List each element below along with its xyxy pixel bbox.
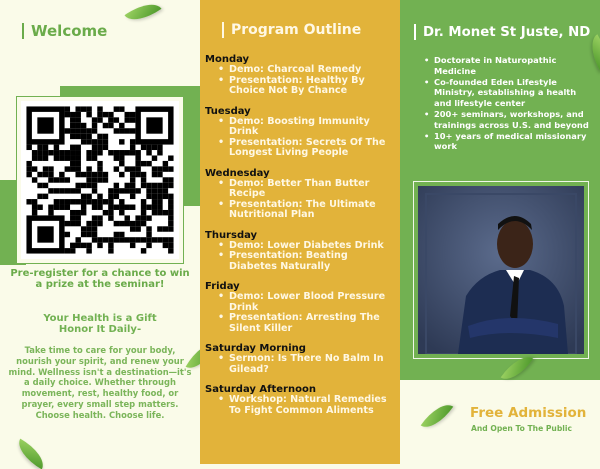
schedule-day: [205, 281, 397, 334]
schedule-day: [205, 384, 397, 416]
bio-list: [400, 55, 596, 152]
speaker-heading: [414, 24, 590, 40]
session-item: • Workshop: Natural Remedies To Fight Common Aliments: [205, 395, 397, 416]
wellness-paragraph: Take time to care for your body, nourish your spirit, and renew your mind. Wellness isn't a destination—it's a daily choice. Whether through movement, rest, healthy food, or prayer, every small step matters. Choose health. Choose life.: [8, 345, 192, 420]
bio-item: • Co-founded Eden Lifestyle Ministry, establishing a health and lifestyle center: [400, 77, 596, 109]
session-list: [205, 241, 397, 273]
day-label: Monday: [205, 54, 250, 65]
schedule-day: [205, 168, 397, 221]
day-label: Saturday Afternoon: [205, 384, 316, 395]
speaker-name: Dr. Monet St Juste, ND: [423, 24, 591, 40]
welcome-panel: [0, 0, 200, 464]
speaker-panel: [400, 0, 600, 464]
program-panel: [200, 0, 400, 464]
session-list: [205, 354, 397, 375]
day-label: Wednesday: [205, 167, 270, 179]
day-label: Friday: [205, 281, 240, 292]
photo-frame: [413, 181, 589, 359]
day-label: Thursday: [205, 229, 258, 241]
schedule-day: [205, 54, 397, 97]
session-item: • Demo: Better Than Butter Recipe: [205, 179, 397, 200]
portrait-photo-icon: [418, 186, 584, 354]
schedule-day: [205, 106, 397, 159]
session-list: [205, 395, 397, 416]
session-list: [205, 65, 397, 97]
schedule-day: [205, 230, 397, 273]
schedule: [205, 54, 397, 416]
welcome-heading: [22, 22, 107, 40]
session-item: • Sermon: Is There No Balm In Gilead?: [205, 354, 397, 375]
session-item: • Presentation: Beating Diabetes Naturally: [205, 251, 397, 272]
session-item: • Demo: Boosting Immunity Drink: [205, 117, 397, 138]
tagline: [10, 313, 190, 335]
admission-subtitle: And Open To The Public: [471, 424, 572, 433]
heading-bar: [414, 24, 416, 40]
session-item: • Presentation: Arresting The Silent Killer: [205, 313, 397, 334]
schedule-day: [205, 343, 397, 375]
tagline-line-1: Your Health is a Gift: [43, 313, 157, 324]
program-heading: [222, 22, 361, 38]
session-item: • Demo: Lower Blood Pressure Drink: [205, 292, 397, 313]
session-item: • Demo: Charcoal Remedy: [205, 65, 397, 76]
bio-item: • Doctorate in Naturopathic Medicine: [400, 55, 596, 77]
heading-bar: [22, 23, 24, 39]
tagline-line-2: Honor It Daily-: [58, 324, 142, 335]
welcome-title: Welcome: [31, 22, 108, 40]
session-item: • Presentation: Healthy By Choice Not By Chance: [205, 76, 397, 97]
session-list: [205, 117, 397, 159]
leaf-icon: [12, 439, 49, 469]
leaf-icon: [124, 0, 161, 28]
session-list: [205, 179, 397, 221]
bio-item: • 10+ years of medical missionary work: [400, 131, 596, 153]
session-item: • Presentation: The Ultimate Nutritional Plan: [205, 200, 397, 221]
heading-bar: [222, 22, 224, 38]
leaf-icon: [421, 397, 454, 434]
free-admission-title: Free Admission: [470, 405, 587, 421]
session-list: [205, 292, 397, 334]
qr-frame: [16, 96, 184, 264]
preregister-text: Pre-register for a chance to win a prize at the seminar!: [10, 268, 190, 290]
session-item: • Demo: Lower Diabetes Drink: [205, 241, 397, 252]
program-title: Program Outline: [231, 22, 362, 38]
day-label: Tuesday: [205, 105, 251, 117]
qr-code-icon[interactable]: [21, 101, 179, 259]
bio-item: • 200+ seminars, workshops, and trainings across U.S. and beyond: [400, 109, 596, 131]
day-label: Saturday Morning: [205, 343, 306, 354]
session-item: • Presentation: Secrets Of The Longest Living People: [205, 138, 397, 159]
